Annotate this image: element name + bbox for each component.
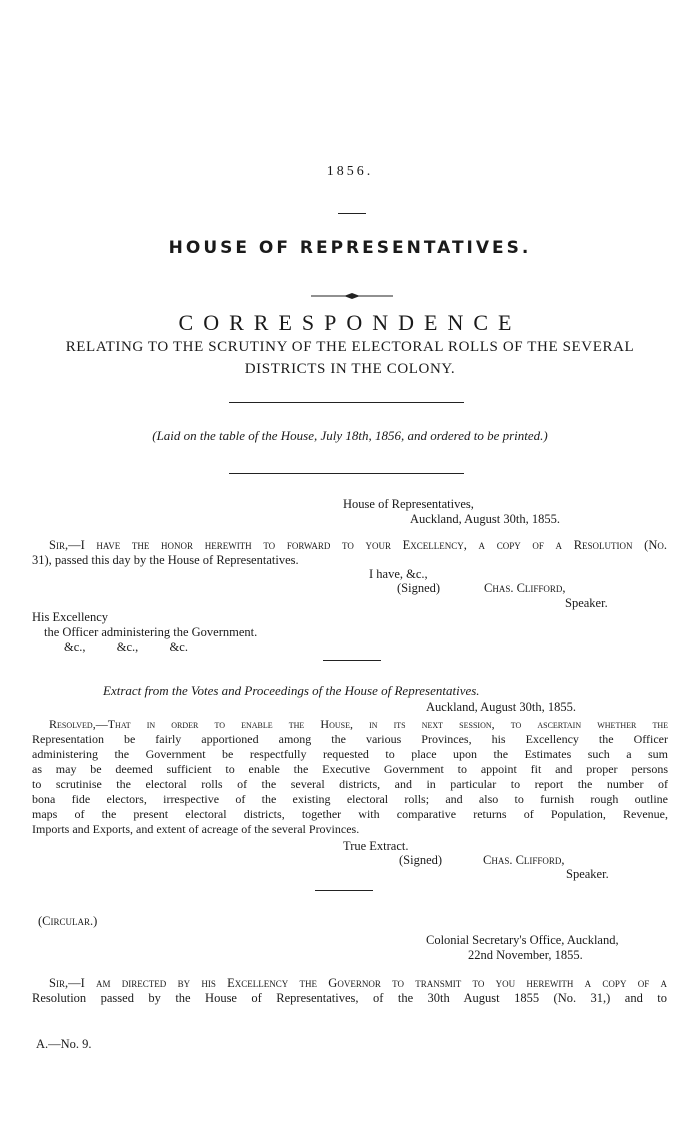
rule-long-1 <box>229 402 464 403</box>
extract-heading: Extract from the Votes and Proceedings of the House of Representatives. <box>103 683 480 698</box>
extract-line: Resolved,—That in order to enable the House, in its next session, to ascertain whether the <box>49 717 668 731</box>
chamber-heading: HOUSE OF REPRESENTATIVES. <box>168 238 532 258</box>
circular-line2: Resolution passed by the House of Representatives, of the 30th August 1855 (No. 31,) and to <box>32 991 667 1005</box>
rule-long-2 <box>229 473 464 474</box>
letter1-from-date: Auckland, August 30th, 1855. <box>410 512 560 526</box>
letter1-signer-title: Speaker. <box>565 596 608 610</box>
letter1-closing: I have, &c., <box>369 567 428 581</box>
extract-line: bona fide electors, irrespective of the existing electoral rolls; and also to furnish rough outline <box>32 792 668 806</box>
extract-line: as may be deemed sufficient to enable the Executive Government to appoint fit and proper persons <box>32 762 668 776</box>
letter1-body-line1: Sir,—I have the honor herewith to forward to your Excellency, a copy of a Resolution (No. <box>49 538 667 552</box>
letter1-addressee-1: His Excellency <box>32 610 109 624</box>
letter1-from-place: House of Representatives, <box>343 497 474 511</box>
rule-short-1 <box>338 213 366 214</box>
ornamental-rule <box>311 286 393 292</box>
extract-line: maps of the present electoral districts, together with comparative returns of Population, Revenue, <box>32 807 668 821</box>
rule-short-2 <box>323 660 381 661</box>
extract-date: Auckland, August 30th, 1855. <box>426 700 576 714</box>
letter1-signed: (Signed) <box>397 581 441 595</box>
footer-reference: A.—No. 9. <box>36 1037 92 1051</box>
circular-office: Colonial Secretary's Office, Auckland, <box>426 933 619 947</box>
circular-date: 22nd November, 1855. <box>468 948 583 962</box>
circular-line1: Sir,—I am directed by his Excellency the Governor to transmit to you herewith a copy of a <box>49 976 667 990</box>
extract-signed: (Signed) <box>399 853 443 867</box>
extract-last-line: Imports and Exports, and extent of acreage of the several Provinces. <box>32 822 360 836</box>
letter1-addressee-3: &c., &c., &c. <box>64 640 188 654</box>
year-heading: 1856. <box>326 164 374 179</box>
extract-signer-title: Speaker. <box>566 867 609 881</box>
extract-true-extract: True Extract. <box>343 839 409 853</box>
extract-line: Representation be fairly apportioned among the various Provinces, his Excellency the Officer <box>32 732 668 746</box>
document-title: CORRESPONDENCE <box>178 310 522 335</box>
letter1-body-line2: 31), passed this day by the House of Representatives. <box>32 553 299 567</box>
rule-short-3 <box>315 890 373 891</box>
circular-label: (Circular.) <box>38 914 98 928</box>
extract-line: to scrutinise the electoral rolls of the several districts, and in particular to report the number of <box>32 777 668 791</box>
extract-body <box>32 717 668 837</box>
subtitle-line-1: RELATING TO THE SCRUTINY OF THE ELECTORAL ROLLS OF THE SEVERAL <box>65 339 635 355</box>
extract-line: administering the Government be respectfully requested to place upon the Estimates such a sum <box>32 747 668 761</box>
letter1-signer: Chas. Clifford, <box>484 581 566 595</box>
letter1-addressee-2: the Officer administering the Government. <box>44 625 258 639</box>
subtitle-line-2: DISTRICTS IN THE COLONY. <box>244 361 456 377</box>
diamond-rule-icon <box>311 293 393 299</box>
laid-note: (Laid on the table of the House, July 18th, 1856, and ordered to be printed.) <box>152 428 548 443</box>
extract-signer: Chas. Clifford, <box>483 853 565 867</box>
